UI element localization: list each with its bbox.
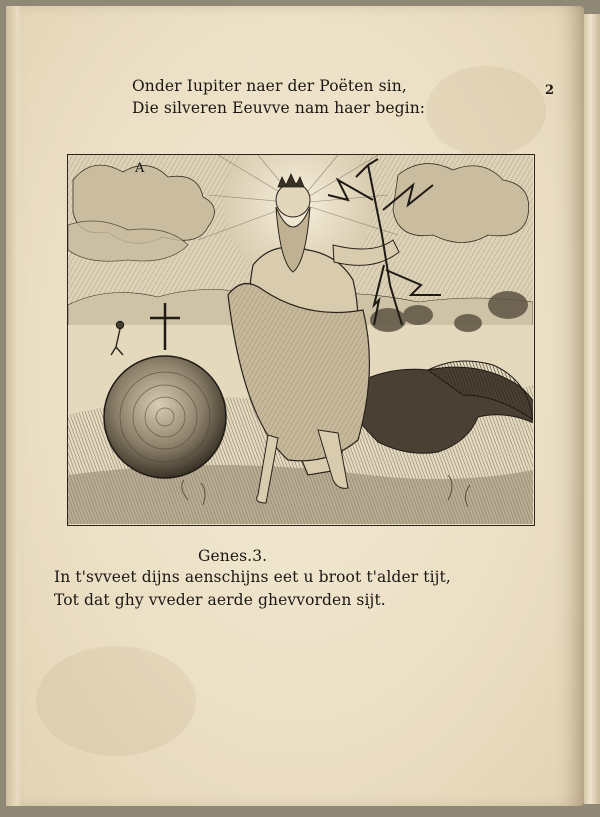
scripture-reference: Genes.3. [198, 547, 268, 565]
engraving-jupiter-icon [68, 155, 533, 524]
page-gutter [6, 6, 22, 806]
folio-number: 2 [545, 83, 555, 98]
top-verse-line-1: Onder Iupiter naer der Poëten sin, [132, 77, 407, 95]
engraving-plate [67, 154, 535, 526]
paper-stain [426, 66, 546, 156]
bottom-verse-line-1: In t'svveet dijns aenschijns eet u broot t'alder tijt, [54, 568, 451, 586]
paper-stain [36, 646, 196, 756]
next-page-edge [584, 14, 600, 804]
bottom-verse-line-2: Tot dat ghy vveder aerde ghevvorden sijt. [54, 591, 386, 609]
plate-letter: A [135, 161, 145, 176]
top-verse-line-2: Die silveren Eeuvve nam haer begin: [132, 99, 426, 117]
